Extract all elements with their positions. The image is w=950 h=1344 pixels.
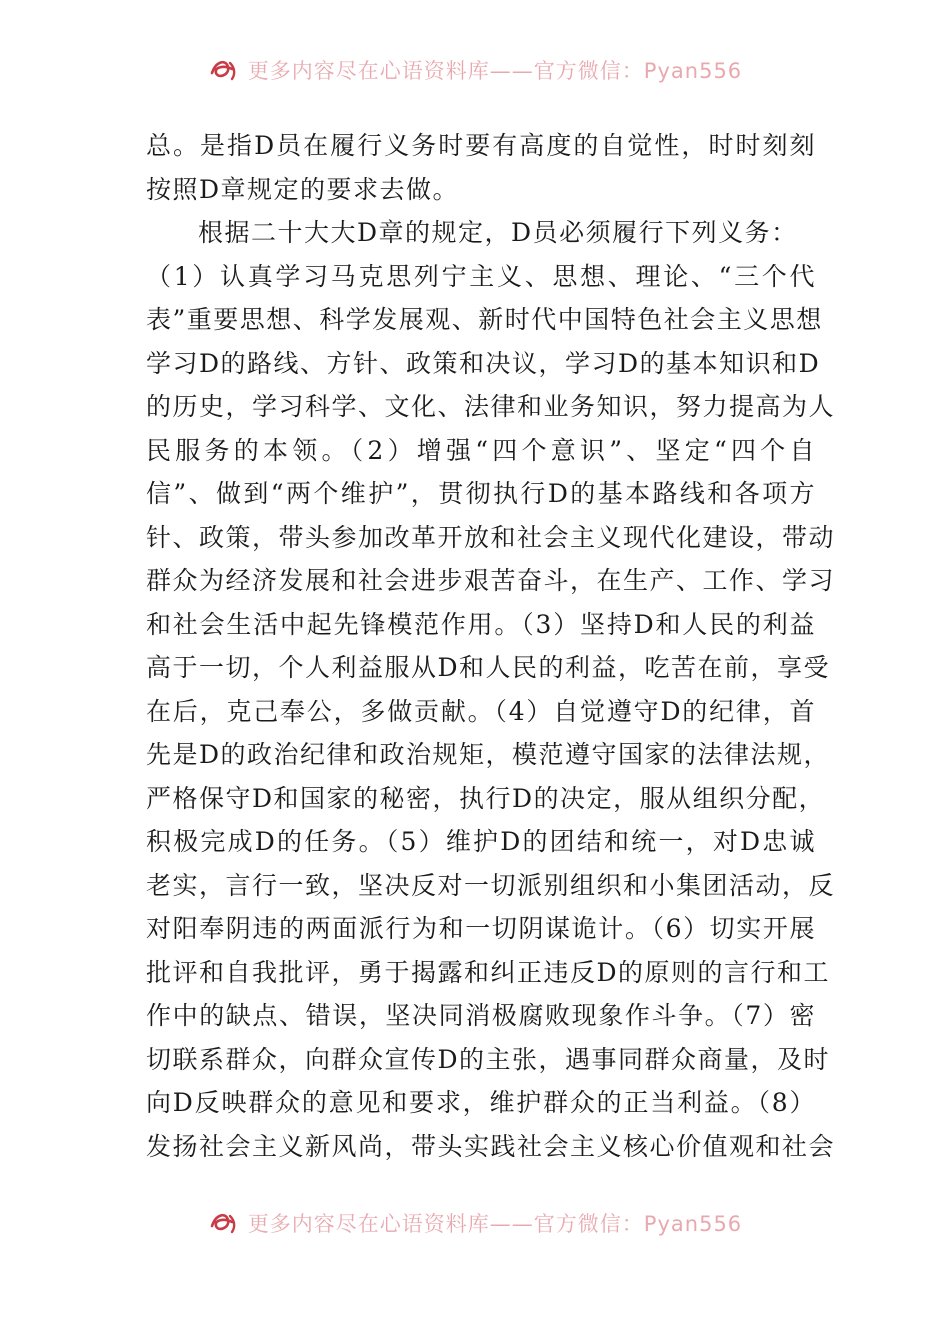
- body-line: 和社会生活中起先锋模范作用。（3）坚持D和人民的利益: [146, 609, 816, 639]
- body-line: 作中的缺点、错误，坚决同消极腐败现象作斗争。（7）密: [146, 1001, 816, 1030]
- body-line: 对阳奉阴违的两面派行为和一切阴谋诡计。（6）切实开展: [146, 914, 816, 943]
- header-watermark: [0, 50, 950, 90]
- body-line: 严格保守D和国家的秘密，执行D的决定，服从组织分配，: [146, 783, 826, 813]
- body-line: 针、政策，带头参加改革开放和社会主义现代化建设，带动: [146, 522, 836, 552]
- body-line: 学习D的路线、方针、政策和决议，学习D的基本知识和D: [146, 348, 821, 378]
- body-line: 高于一切，个人利益服从D和人民的利益，吃苦在前，享受: [146, 653, 831, 682]
- body-line: 批评和自我批评，勇于揭露和纠正违反D的原则的言行和工: [146, 957, 831, 987]
- body-line: 发扬社会主义新风尚，带头实践社会主义核心价值观和社会: [146, 1131, 836, 1161]
- footer-watermark: [0, 1203, 950, 1243]
- body-line: 表”重要思想、科学发展观、新时代中国特色社会主义思想: [146, 305, 823, 334]
- body-line: 信”、做到“两个维护”，贯彻执行D的基本路线和各项方: [146, 479, 816, 508]
- body-line: 群众为经济发展和社会进步艰苦奋斗，在生产、工作、学习: [146, 566, 836, 595]
- body-line: 民服务的本领。（2）增强“四个意识”、坚定“四个自: [146, 435, 816, 465]
- body-line: （1）认真学习马克思列宁主义、思想、理论、“三个代: [146, 261, 816, 291]
- watermark-text: 更多内容尽在心语资料库——官方微信：Pyan556: [247, 59, 743, 83]
- handwritten-logo-icon: [208, 1210, 240, 1236]
- body-line: 按照D章规定的要求去做。: [146, 174, 460, 204]
- body-line: 先是D的政治纪律和政治规矩，模范遵守国家的法律法规，: [146, 740, 831, 769]
- body-line: 向D反映群众的意见和要求，维护群众的正当利益。（8）: [146, 1088, 816, 1117]
- handwritten-logo-icon: [208, 57, 240, 83]
- body-line: 老实，言行一致，坚决反对一切派别组织和小集团活动，反: [146, 870, 836, 900]
- paragraph-start-line: 根据二十大大D章的规定，D员必须履行下列义务：: [198, 218, 798, 247]
- document-body: [146, 124, 836, 1168]
- watermark-text: 更多内容尽在心语资料库——官方微信：Pyan556: [247, 1212, 743, 1236]
- body-line: 切联系群众，向群众宣传D的主张，遇事同群众商量，及时: [146, 1044, 831, 1074]
- body-line: 积极完成D的任务。（5）维护D的团结和统一，对D忠诚: [146, 827, 816, 856]
- body-line: 在后，克己奉公，多做贡献。（4）自觉遵守D的纪律，首: [146, 696, 816, 726]
- body-line: 的历史，学习科学、文化、法律和业务知识，努力提高为人: [146, 392, 836, 421]
- body-line: 总。是指D员在履行义务时要有高度的自觉性，时时刻刻: [146, 131, 816, 160]
